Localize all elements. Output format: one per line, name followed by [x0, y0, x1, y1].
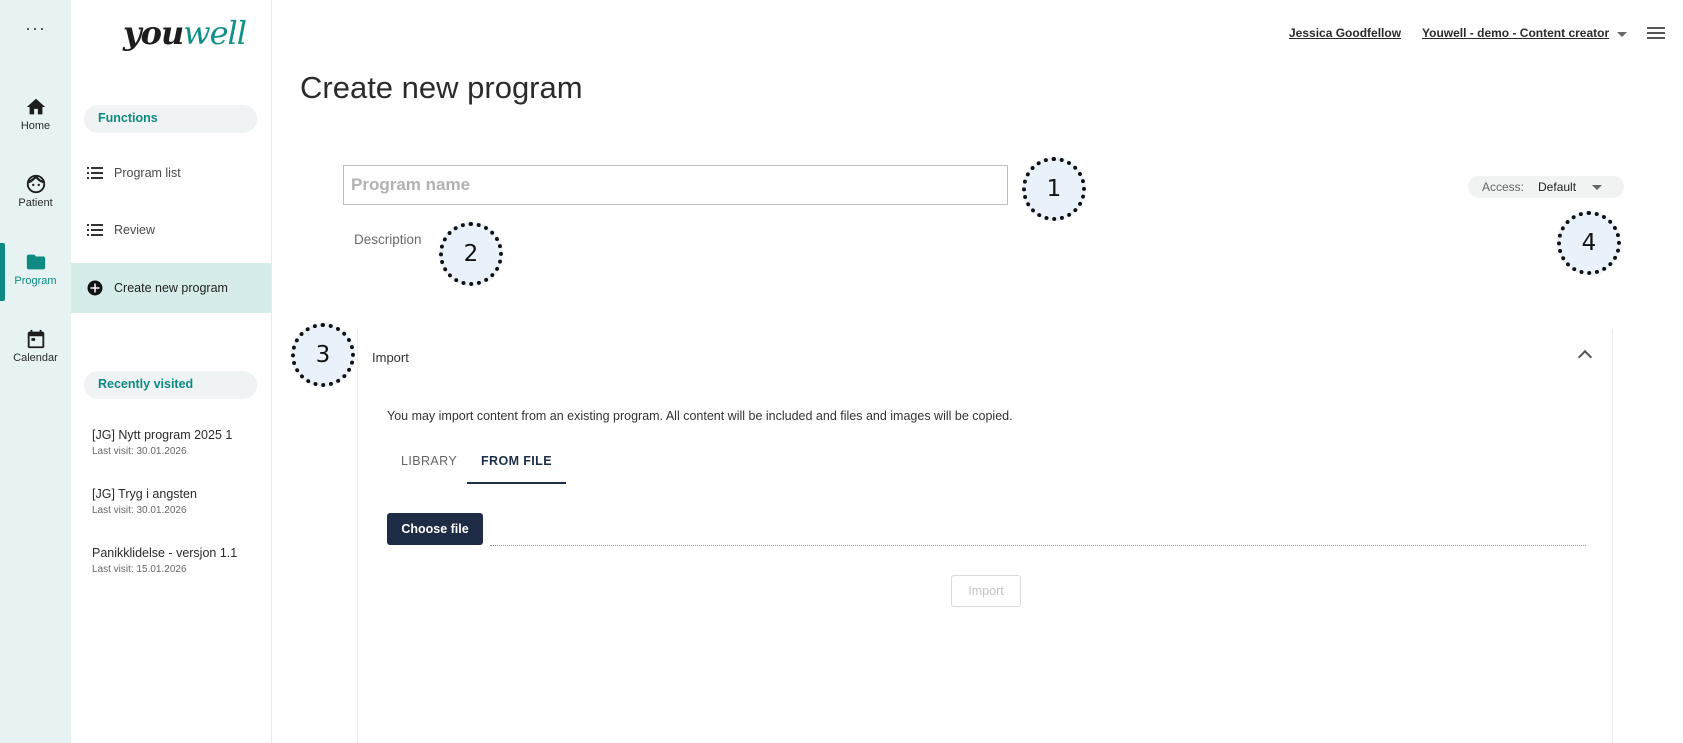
chevron-up-icon[interactable]: [1578, 350, 1592, 364]
description-label[interactable]: Description: [354, 232, 422, 247]
recent-item[interactable]: [92, 546, 267, 575]
import-button[interactable]: Import: [951, 575, 1021, 607]
import-panel: [357, 330, 1613, 743]
recent-item[interactable]: [92, 487, 267, 516]
callout-marker: 4: [1557, 211, 1621, 275]
file-name-field: [490, 545, 1586, 546]
chevron-down-icon: [1592, 185, 1602, 190]
rail-item-home[interactable]: [0, 90, 71, 146]
functions-header: Functions: [84, 105, 257, 133]
recently-visited-header: Recently visited: [84, 371, 257, 399]
recent-item[interactable]: [92, 428, 267, 457]
callout-marker: 1: [1022, 157, 1086, 221]
calendar-icon: [25, 328, 47, 350]
sidebar-item-review[interactable]: [71, 205, 271, 255]
rail-item-calendar[interactable]: [0, 322, 71, 378]
organization-role-selector[interactable]: Youwell - demo - Content creator: [1422, 26, 1610, 40]
recent-item-last-visit: Last visit: 30.01.2026: [92, 505, 187, 516]
rail-item-label: Program: [14, 275, 57, 287]
recent-item-title: [JG] Tryg i angsten: [92, 487, 197, 501]
more-apps-icon[interactable]: ···: [25, 18, 46, 38]
folder-icon: [25, 251, 47, 273]
list-icon: [86, 221, 104, 239]
list-icon: [86, 164, 104, 182]
sidebar-item-label: Program list: [114, 166, 181, 180]
access-label: Access:: [1482, 180, 1525, 194]
face-icon: [25, 173, 47, 195]
rail-item-patient[interactable]: [0, 167, 71, 223]
choose-file-button[interactable]: Choose file: [387, 513, 483, 545]
sidebar-item-label: Review: [114, 223, 155, 237]
callout-marker: 3: [291, 323, 355, 387]
user-name-link[interactable]: Jessica Goodfellow: [1289, 26, 1402, 40]
rail-item-program[interactable]: [0, 245, 71, 301]
recent-item-last-visit: Last visit: 30.01.2026: [92, 446, 187, 457]
import-panel-header[interactable]: Import: [372, 350, 409, 365]
youwell-logo[interactable]: youwell: [123, 14, 246, 52]
chevron-down-icon[interactable]: [1617, 32, 1627, 37]
import-info-text: You may import content from an existing program. All content will be included and files and images will be copied.: [387, 409, 1013, 423]
add-circle-icon: [86, 279, 104, 297]
recent-item-title: Panikklidelse - versjon 1.1: [92, 546, 238, 560]
rail-item-label: Patient: [18, 197, 53, 209]
rail-item-label: Calendar: [13, 352, 58, 364]
program-name-input[interactable]: [343, 165, 1008, 205]
app-rail: [0, 0, 71, 743]
sidebar-item-program-list[interactable]: [71, 148, 271, 198]
tab-library[interactable]: LIBRARY: [401, 454, 458, 468]
menu-icon[interactable]: [1647, 27, 1665, 41]
sidebar-item-create-new-program[interactable]: [71, 263, 271, 313]
sidebar-item-label: Create new program: [114, 281, 228, 295]
tab-from-file[interactable]: FROM FILE: [467, 446, 566, 484]
access-value: Default: [1538, 180, 1577, 194]
recent-item-title: [JG] Nytt program 2025 1: [92, 428, 233, 442]
callout-marker: 2: [439, 222, 503, 286]
functions-sidebar: [71, 0, 272, 743]
rail-item-label: Home: [20, 120, 51, 132]
page-title: Create new program: [300, 70, 583, 105]
recent-item-last-visit: Last visit: 15.01.2026: [92, 564, 187, 575]
home-icon: [25, 96, 47, 118]
access-selector[interactable]: [1468, 176, 1624, 198]
